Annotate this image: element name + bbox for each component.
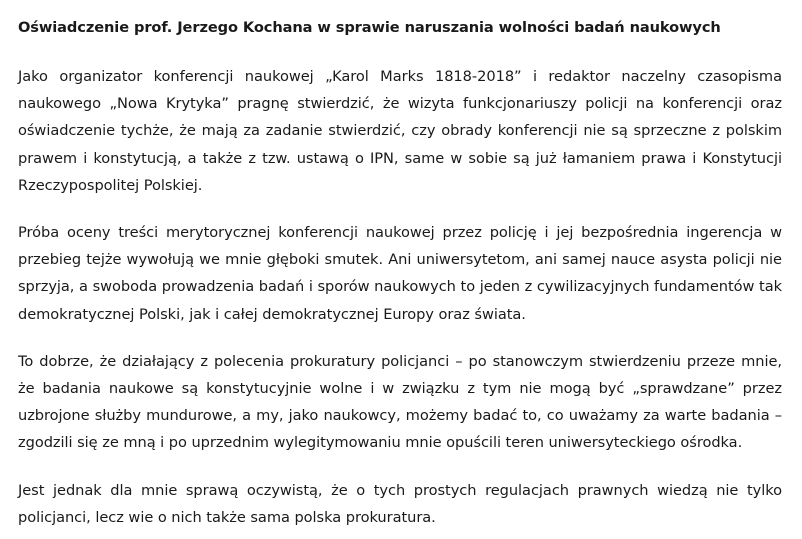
paragraph-3: To dobrze, że działający z polecenia prokuratury policjanci – po stanowczym stwierdzeniu przeze mnie, że badania naukowe są konstytucyjnie wolne i w związku z tym nie mogą być „sprawdzane” przez uzbrojone służby mundurowe, a my, jako naukowcy, możemy badać to, co uważamy za warte badania – zgodzili się ze mną i po uprzednim wylegitymowaniu mnie opuścili teren uniwersyteckiego ośrodka. [18,352,782,452]
paragraph-1: Jako organizator konferencji naukowej „Karol Marks 1818-2018” i redaktor naczelny czasopisma naukowego „Nowa Krytyka” pragnę stwierdzić, że wizyta funkcjonariuszy policji na konferencji oraz oświadczenie tychże, że mają za zadanie stwierdzić, czy obrady konferencji nie są sprzeczne z polskim prawem i konstytucją, a także z tzw. ustawą o IPN, same w sobie są już łamaniem prawa i Konstytucji Rzeczypospolitej Polskiej. [18,68,782,194]
article-title: Oświadczenie prof. Jerzego Kochana w sprawie naruszania wolności badań naukowych [18,19,721,36]
paragraph-2: Próba oceny treści merytorycznej konferencji naukowej przez policję i jej bezpośrednia ingerencja w przebieg tejże wywołują we mnie głęboki smutek. Ani uniwersytetom, ani samej nauce asysta policji nie sprzyja, a swoboda prowadzenia badań i sporów naukowych to jeden z cywilizacyjnych fundamentów tak demokratycznej Polski, jak i całej demokratycznej Europy oraz świata. [18,224,782,323]
paragraph-4: Jest jednak dla mnie sprawą oczywistą, że o tych prostych regulacjach prawnych wiedzą nie tylko policjanci, lecz wie o nich także sama polska prokuratura. [18,481,782,526]
